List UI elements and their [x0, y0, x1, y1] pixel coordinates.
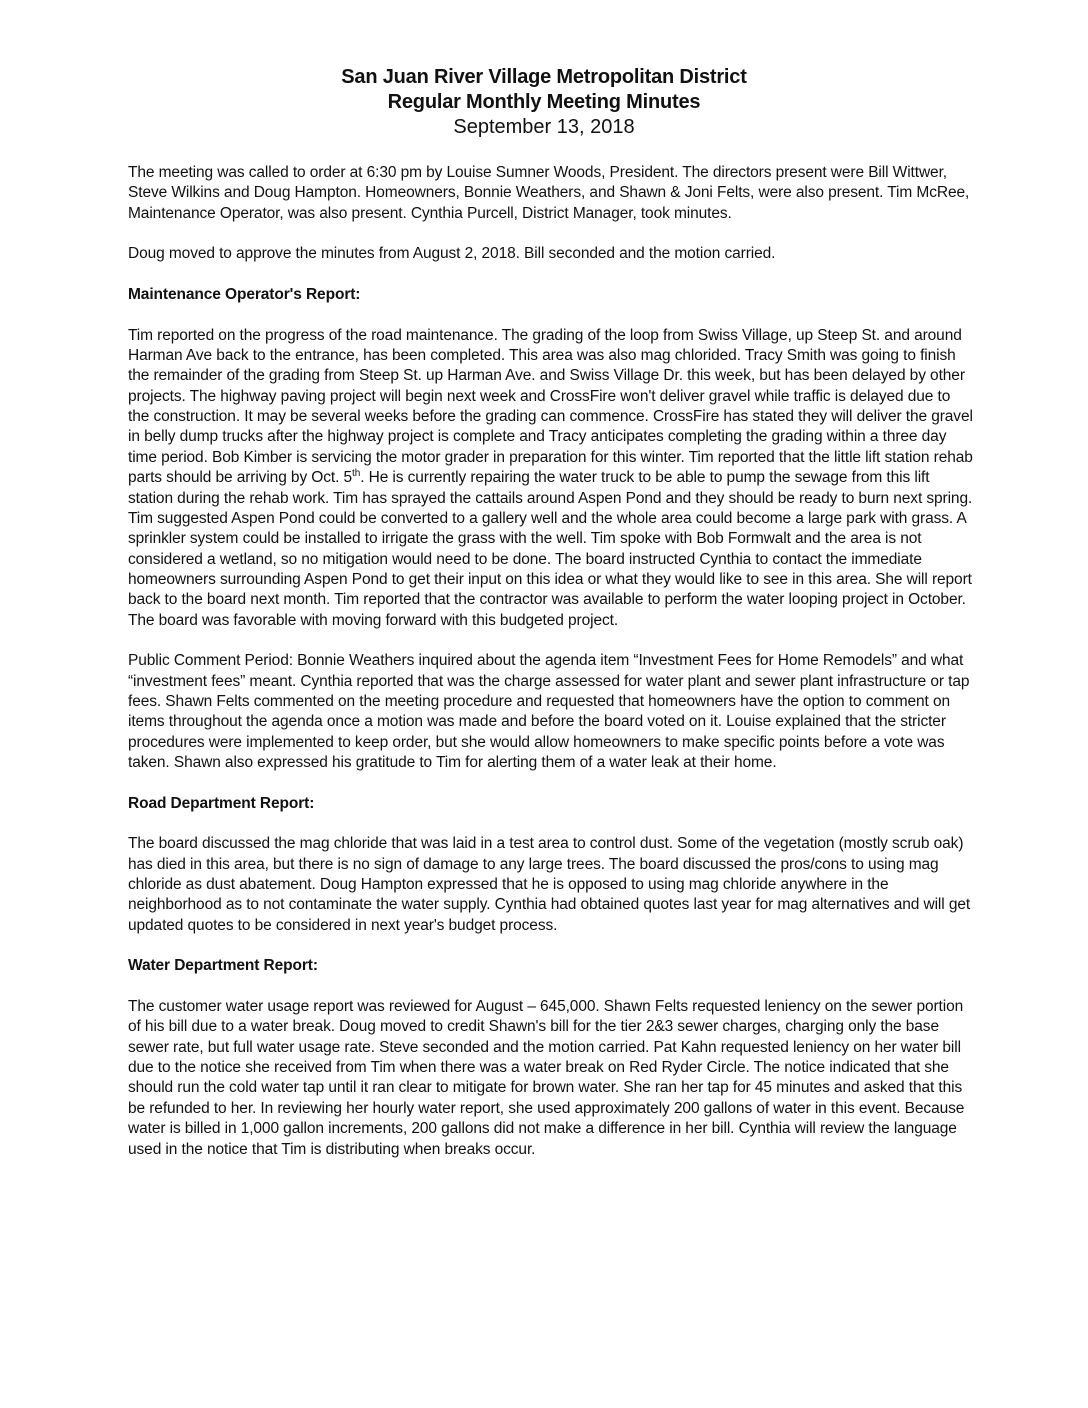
minutes-body — [128, 163, 973, 1180]
ordinal-suffix: th — [352, 468, 361, 480]
call-to-order-paragraph: The meeting was called to order at 6:30 pm by Louise Sumner Woods, President. The directors present were Bill Wittwer, Steve Wilkins and Doug Hampton. Homeowners, Bonnie Weathers, and Shawn & Joni Felts, were also present. Tim McRee, Maintenance Operator, was also present. Cynthia Purcell, District Manager, took minutes. — [128, 164, 970, 222]
water-report-paragraph: The customer water usage report was reviewed for August – 645,000. Shawn Felts requested leniency on the sewer portion of his bill due to a water break. Doug moved to credit Shawn's bill for the tier 2&3 sewer charges, charging only the base sewer rate, but full water usage rate. Steve seconded and the motion carried. Pat Kahn requested leniency on her water bill due to the notice she received from Tim when there was a water break on Red Ryder Circle. The notice indicated that she should run the cold water tap until it ran clear to mitigate for brown water. She ran her tap for 45 minutes and asked that this be refunded to her. In reviewing her hourly water report, she used approximately 200 gallons of water in this event. Because water is billed in 1,000 gallon increments, 200 gallons did not make a difference in her bill. Cynthia will review the language used in the notice that Tim is distributing when breaks occur. — [128, 998, 965, 1158]
maintenance-text-part1: Tim reported on the progress of the road maintenance. The grading of the loop from Swiss Village, up Steep St. and around Harman Ave back to the entrance, has been completed. This area was also mag chlorided. Tracy Smith was going to finish the remainder of the grading from Steep St. up Harman Ave. and Swiss Village Dr. this week, but has been delayed by other projects. The highway paving project will begin next week and CrossFire won't deliver gravel while traffic is delayed due to the construction. It may be several weeks before the grading can commence. CrossFire has stated they will deliver the gravel in belly dump trucks after the highway project is complete and Tracy anticipates completing the grading within a three day time period. Bob Kimber is servicing the motor grader in preparation for this winter. Tim reported that the little lift station rehab parts should be arriving by Oct. 5 — [128, 326, 973, 487]
maintenance-text-part2: . He is currently repairing the water truck to be able to pump the sewage from this lift station during the rehab work. Tim has sprayed the cattails around Aspen Pond and they should be ready to burn next spring. Tim suggested Aspen Pond could be converted to a gallery well and the whole area could become a large park with grass. A sprinkler system could be installed to irrigate the grass with the well. Tim spoke with Bob Formwalt and the area is not considered a wetland, so no mitigation would need to be done. The board instructed Cynthia to contact the immediate homeowners surrounding Aspen Pond to get their input on this idea or what they would like to see in this area. She will report back to the board next month. Tim reported that the contractor was available to perform the water looping project in October. The board was favorable with moving forward with this budgeted project. — [128, 469, 973, 629]
maintenance-report-heading: Maintenance Operator's Report: — [128, 286, 361, 304]
minutes-approval-paragraph: Doug moved to approve the minutes from August 2, 2018. Bill seconded and the motion carried. — [128, 245, 776, 263]
road-report-heading: Road Department Report: — [128, 794, 315, 812]
water-report-heading: Water Department Report: — [128, 957, 318, 975]
meeting-date: September 13, 2018 — [453, 116, 635, 138]
document-title: Regular Monthly Meeting Minutes — [387, 91, 701, 113]
road-report-paragraph: The board discussed the mag chloride that was laid in a test area to control dust. Some of the vegetation (mostly scrub oak) has died in this area, but there is no sign of damage to any large trees. The board discussed the pros/cons to using mag chloride as dust abatement. Doug Hampton expressed that he is opposed to using mag chloride anywhere in the neighborhood as to not contaminate the water supply. Cynthia had obtained quotes last year for mag alternatives and will get updated quotes to be considered in next year's budget process. — [128, 835, 971, 934]
public-comment-paragraph: Public Comment Period: Bonnie Weathers inquired about the agenda item “Investment Fees for Home Remodels” and what “investment fees” meant. Cynthia reported that was the charge assessed for water plant and sewer plant infrastructure or tap fees. Shawn Felts commented on the meeting procedure and requested that homeowners have the option to comment on items throughout the agenda once a motion was made and before the board voted on it. Louise explained that the stricter procedures were implemented to keep order, but she would allow homeowners to make specific points before a vote was taken. Shawn also expressed his gratitude to Tim for alerting them of a water leak at their home. — [128, 652, 970, 771]
district-name: San Juan River Village Metropolitan District — [341, 66, 747, 88]
maintenance-report-paragraph — [128, 326, 973, 631]
